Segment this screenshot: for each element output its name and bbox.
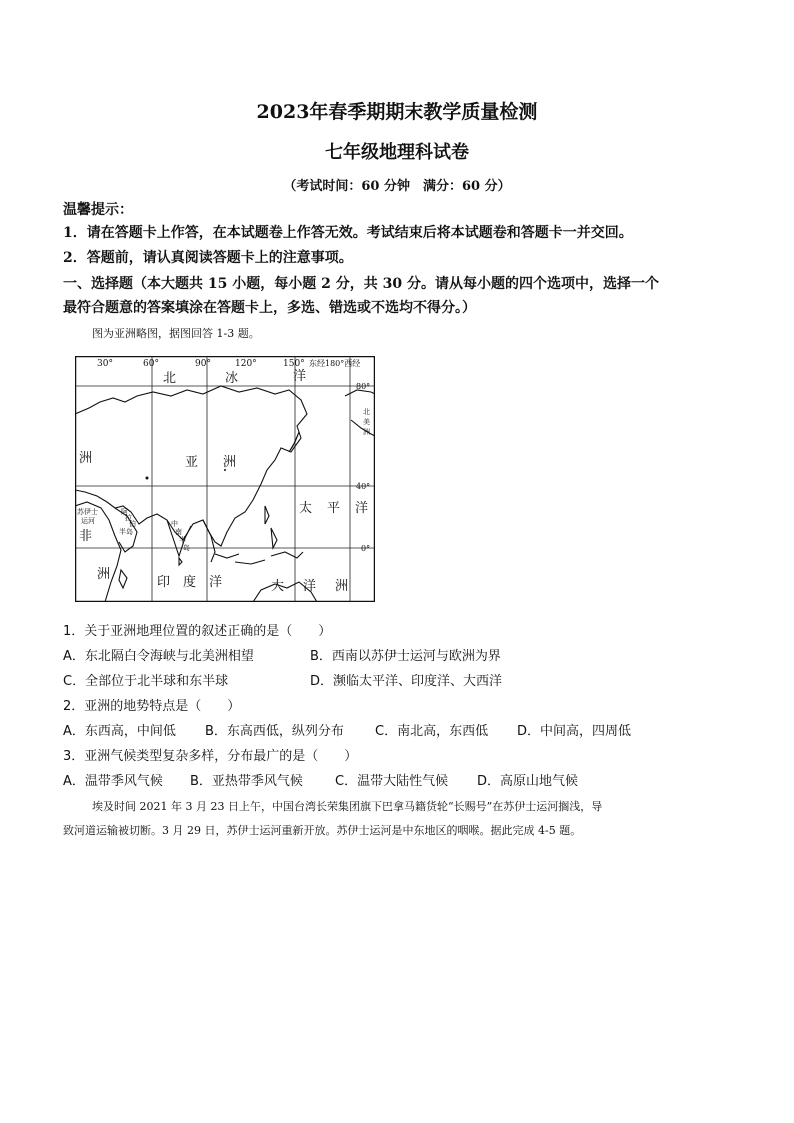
label-indochina-4: 岛	[183, 544, 190, 552]
question-1-option-d: D．濒临太平洋、印度洋、大西洋	[310, 674, 503, 689]
label-indian-yin: 印	[157, 575, 171, 590]
lon-label-120: 120°	[235, 359, 257, 369]
label-pacific-tai: 太	[299, 501, 313, 516]
map-intro: 图为亚洲略图，据图回答 1-3 题。	[92, 327, 260, 340]
exam-title: 2023年春季期期末教学质量检测	[256, 101, 538, 123]
exam-info: （考试时间：60 分钟 满分：60 分）	[283, 179, 511, 194]
label-arctic-north: 北	[163, 371, 177, 386]
lon-label-150: 150°	[283, 359, 305, 369]
tips-item-1: 1．请在答题卡上作答，在本试题卷上作答无效。考试结束后将本试题卷和答题卡一并交回。	[63, 225, 633, 241]
label-asia-ya: 亚	[185, 455, 199, 470]
question-2-option-a: A．东西高，中间低	[63, 724, 176, 739]
passage-line-2: 致河道运输被切断。3 月 29 日，苏伊士运河重新开放。苏伊士运河是中东地区的咽喉。据此完成 4-5 题。	[63, 824, 582, 837]
question-3: 3．亚洲气候类型复杂多样，分布最广的是（ ）	[63, 749, 358, 764]
question-3-option-b: B．亚热带季风气候	[190, 774, 303, 789]
lon-label-90: 90°	[195, 359, 211, 369]
label-na-mei: 美	[363, 418, 370, 426]
question-2-option-c: C．南北高，东西低	[375, 724, 489, 739]
lon-label-30: 30°	[97, 359, 113, 369]
label-arab-2: 拉	[125, 514, 132, 522]
asia-map	[75, 356, 375, 602]
lon-label-180: 东经180°西经	[309, 359, 361, 368]
section-heading-line2: 最符合题意的答案填涂在答题卡上，多选、错选或不选均不得分。）	[63, 300, 476, 316]
label-asia-zhou: 洲	[223, 455, 237, 470]
section-heading-line1: 一、选择题（本大题共 15 小题，每小题 2 分，共 30 分。请从每小题的四个选项中，选择一个	[63, 276, 659, 292]
question-3-option-a: A．温带季风气候	[63, 774, 163, 789]
tips-heading: 温馨提示：	[63, 202, 133, 218]
question-1-option-b: B．西南以苏伊士运河与欧洲为界	[310, 649, 501, 664]
label-arctic-ice: 冰	[225, 371, 239, 386]
label-arctic-ocean: 洋	[293, 369, 307, 384]
question-2-option-d: D．中间高，四周低	[517, 724, 632, 739]
passage-line-1: 埃及时间 2021 年 3 月 23 日上午，中国台湾长荣集团旗下巴拿马籍货轮“长赐号”在苏伊士运河搁浅，导	[92, 800, 603, 813]
label-oceania-yang: 洋	[303, 579, 317, 594]
question-3-option-d: D．高原山地气候	[477, 774, 579, 789]
label-africa-fei: 非	[79, 529, 93, 544]
question-2-option-b: B．东高西低，纵列分布	[205, 724, 344, 739]
label-na-zhou: 洲	[363, 428, 370, 436]
label-arab-4: 半岛	[119, 528, 133, 536]
label-indochina-1: 中	[171, 520, 178, 528]
label-pacific-yang: 洋	[355, 501, 369, 516]
question-3-option-c: C．温带大陆性气候	[335, 774, 449, 789]
label-europe: 洲	[79, 451, 93, 466]
label-africa-zhou: 洲	[97, 567, 111, 582]
lat-label-40: 40°	[356, 482, 371, 491]
label-na-bei: 北	[363, 408, 370, 416]
tips-item-2: 2．答题前，请认真阅读答题卡上的注意事项。	[63, 250, 353, 266]
label-suez-1: 苏伊士	[77, 508, 98, 516]
lat-label-0: 0°	[361, 544, 371, 553]
label-indochina-3: 半	[179, 536, 186, 544]
label-indian-du: 度	[183, 575, 197, 590]
label-pacific-ping: 平	[327, 501, 341, 516]
label-suez-2: 运河	[81, 517, 95, 525]
label-oceania-da: 大	[271, 579, 285, 594]
lat-label-80: 80°	[356, 382, 371, 391]
question-2: 2．亚洲的地势特点是（ ）	[63, 699, 241, 714]
label-arab-3: 伯	[129, 520, 136, 528]
exam-subtitle: 七年级地理科试卷	[325, 142, 469, 163]
question-1-option-c: C．全部位于北半球和东半球	[63, 674, 229, 689]
label-indian-yang: 洋	[209, 575, 223, 590]
question-1-option-a: A．东北隔白令海峡与北美洲相望	[63, 649, 254, 664]
question-1: 1．关于亚洲地理位置的叙述正确的是（ ）	[63, 624, 332, 639]
label-arab-1: 阿	[121, 508, 128, 516]
label-indochina-2: 南	[175, 528, 182, 536]
label-oceania-zhou: 洲	[335, 579, 349, 594]
lon-label-60: 60°	[143, 359, 159, 369]
